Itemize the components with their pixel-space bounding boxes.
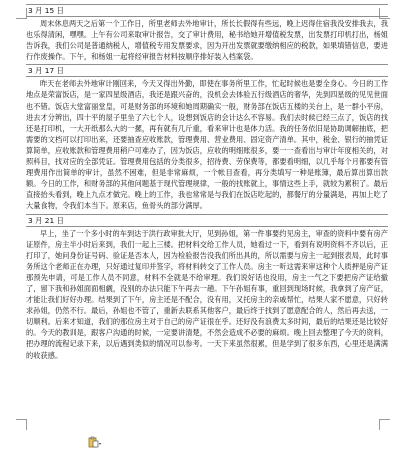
entry-text: 早上，坐了一个多小时的车到达于洪行政审批大厅，见到孙姐，第一件事要约见房主，审查的资料中要有房产证原件，房主半小时后来到，我们一起上三楼。把材料交给工作人员，她看过一下，看到有说明资料不齐以后，正打印了，她问身份证号码、验证是否本人，因为检验报告没我们所出具的，所以需要与房主一起到报表局，此时事务所这个老师正在办理，只好通过复印并签字，将材料转交了工作人员。房主一听这需来审这种个人质押是房产证那预先申请，可是工作人员不同意，材料不全就是不给审理。我们说好话也没用，房主一气之下要把房产证给撤了，留下我和孙姐面面相觑，没别的办法只能下午再去一趟。下午孙姐有事，重回到现场时候，我拿到了房产证，才能让我们好好办理。结果到了下午，房主还是不配合，没有用，又托房主的亲戚帮忙，结果人家不愿意，只好转求孙姐，仍然不行。最后，孙姐也不管了，重新去联系其他客户，最后终于找到了愿意配合的人，然后再去送，一切顺利。后来才知道，我们的那位房主对于自己的房产证很在乎。还好没有浪费太多时间，最后的结果还是比较好的。今天的教训是，跟客户沟通的时候，一定要讲清楚，不然会造成不必要的麻烦。晚上回去整理了今天的资料，把办理的流程记录下来，以后遇到类似的情况可以参考。一天下来虽然很累，但是学到了很多东西，心里还是满满的收获感。	[26, 228, 388, 360]
page-corner-mark	[379, 419, 390, 430]
paste-options-icon[interactable]	[88, 433, 102, 445]
entry-date: 3 月 21 日	[26, 214, 388, 227]
entry-text: 周末休息两天之后第一个工作日，所里老师去外地审计，所长长假得有些远，晚上迟得住宿我没安排我去，我也乐得清闲，嘿嘿。上午有公司来取审计报告，交了审计费用，秘书给她开增值税发票，出发票打印机打出，杨姐告诉我，我们公司是普通纳税人，增值税专用发票要求，因为开出发票就要缴纳相应的税款，如果填错信息，要进行作废操作。下午，和杨姐一起将经审报告材料按顺序排好装入档案袋。	[26, 19, 388, 62]
entry-date: 3 月 17 日	[26, 64, 388, 77]
page-corner-mark	[16, 419, 27, 430]
entry-date: 3 月 15 日	[26, 4, 388, 17]
diary-content[interactable]	[26, 2, 388, 361]
entry-text: 昨天在老师去外地审计刚回来，今天又得出外勤，即使在事务所里工作，忙起时候也是要全身心。今日的工作地点是荣富饭店，是一家四星级酒店，我还是跟兴奋的，没机会去体验五行级酒店的奢华，先到四星级的见见世面也不错。饭店大堂富丽堂皇，可是财务部的环境和她周期确实一般，财务部在饭店五楼的关台上，是一群小平房，进去才分辨出，四十平的屋子里坐了六七个人，设想到饭店的会计达么不容易。我们去时候已经三点了，饭店的找还是打印机，一大开纸那么大的一摞，再有就有几斤重，看来审计也是体力活。我的任务依旧是协助调解抽底，把需要的文档可以打印出来，还要抽查应收账款，管理费用、营业费用、固定资产清单。其中，税金、银行的抽凭证算简单，应收账款和管理费用稍户可难办了，因为饭店，应收的明细账很多，要一一查看出与审计年度相关的，对照科目，找对应的全部凭证。管理费用包括的分类很多，招待费、劳保费等，都要看明细，以几乎每个月都要有管理费用作出简单的审计，虽然不困难，但是非常麻烦，一个帐目查看，再分类填写一种是账簿，最后算出算出款额。今日的工作，和财务部的其他问题基于现代管理规律，一般的找账就上，事情这些上手，就较为累积了。最后直接抬头看到，晚上九点才做完。晚上的工作，我也常常是与我们在饭店吃起的，都餐厅的分量满是，再加上吃了大量食物，令我们本当下。原来店，鱼骨头的部分满厚。	[26, 79, 388, 211]
